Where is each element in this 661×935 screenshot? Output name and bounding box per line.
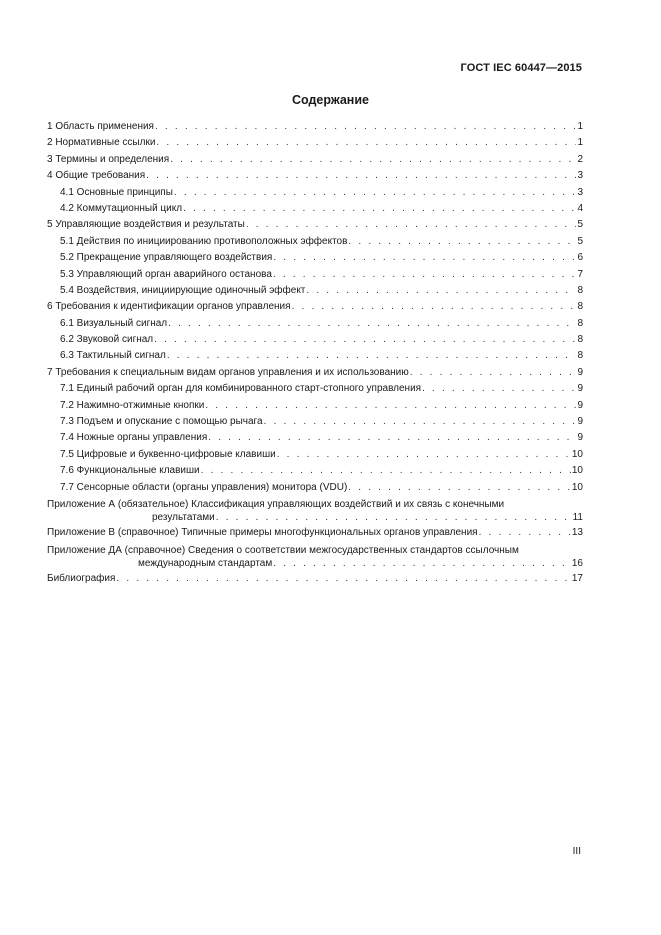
- toc-entry-label: 4.1 Основные принципы: [60, 186, 173, 198]
- toc-entry-page: 1: [577, 121, 583, 132]
- toc-entry-label: 6.2 Звуковой сигнал: [60, 334, 154, 346]
- toc-entry-bibliography[interactable]: [47, 571, 583, 587]
- toc-entry-label: 7 Требования к специальным видам органов управления и их использованию: [47, 366, 409, 378]
- toc-entry-page: 8: [577, 350, 583, 362]
- toc-entry-page: 2: [577, 153, 583, 165]
- toc-leader-dots: [348, 480, 571, 496]
- toc-entry-7-1[interactable]: [47, 381, 583, 397]
- toc-leader-dots: [277, 447, 571, 463]
- toc-entry-appendix-da[interactable]: [47, 544, 583, 570]
- toc-leader-dots: [216, 511, 572, 524]
- toc-entry-7-6[interactable]: [47, 463, 583, 479]
- standard-designation: ГОСТ IEC 60447—2015: [460, 62, 582, 74]
- toc-entry-label: 5.1 Действия по инициированию противоположных эффектов: [60, 235, 348, 247]
- toc-entry-5-2[interactable]: [47, 250, 583, 266]
- toc-leader-dots: [208, 430, 576, 446]
- toc-entry-page: 5: [577, 219, 583, 231]
- toc-entry-page: 17: [571, 573, 583, 585]
- toc-entry-label: Библиография: [47, 573, 116, 585]
- toc-entry-page: 10: [571, 481, 583, 493]
- toc-entry-7-5[interactable]: [47, 447, 583, 463]
- toc-entry-label: 7.1 Единый рабочий орган для комбинированного старт-стопного управления: [60, 383, 422, 395]
- toc-entry-7-2[interactable]: [47, 398, 583, 414]
- toc-entry-page: 16: [571, 557, 583, 569]
- toc-entry-label: 7.6 Функциональные клавиши: [60, 465, 200, 477]
- toc-entry-page: 8: [577, 284, 583, 296]
- toc-entry-label: 6 Требования к идентификации органов управления: [47, 301, 291, 313]
- toc-entry-5[interactable]: [47, 217, 583, 233]
- toc-leader-dots: [205, 398, 576, 414]
- toc-entry-2[interactable]: [47, 135, 583, 151]
- toc-entry-label: 6.3 Тактильный сигнал: [60, 350, 166, 362]
- toc-entry-5-3[interactable]: [47, 267, 583, 283]
- toc-entry-label-line1: Приложение ДА (справочное) Сведения о соответствии межгосударственных стандартов ссылочным: [47, 544, 519, 556]
- toc-entry-7[interactable]: [47, 365, 583, 381]
- toc-entry-page: 5: [577, 235, 583, 247]
- toc-entry-appendix-a[interactable]: [47, 498, 583, 524]
- toc-entry-label: 5 Управляющие воздействия и результаты: [47, 219, 245, 231]
- toc-entry-page: 7: [577, 268, 583, 280]
- toc-leader-dots: [167, 348, 577, 364]
- toc-entry-page: 11: [572, 511, 583, 523]
- toc-leader-dots: [174, 185, 577, 201]
- toc-leader-dots: [410, 365, 577, 381]
- toc-entry-page: 3: [577, 186, 583, 198]
- toc-leader-dots: [479, 525, 571, 541]
- toc-entry-label: 3 Термины и определения: [47, 153, 170, 165]
- toc-entry-appendix-b[interactable]: [47, 525, 583, 541]
- toc-entry-7-7[interactable]: [47, 480, 583, 496]
- toc-leader-dots: [170, 152, 576, 168]
- toc-entry-page: 8: [577, 317, 583, 329]
- page-number: III: [572, 846, 581, 857]
- toc-leader-dots: [155, 119, 576, 135]
- toc-entry-6-3[interactable]: [47, 348, 583, 364]
- toc-entry-6[interactable]: [47, 299, 583, 315]
- table-of-contents: [47, 119, 583, 588]
- toc-leader-dots: [292, 299, 577, 315]
- toc-entry-page: 3: [577, 170, 583, 182]
- toc-entry-label: 7.2 Нажимно-отжимные кнопки: [60, 399, 205, 411]
- toc-entry-page: 8: [577, 334, 583, 346]
- toc-leader-dots: [183, 201, 576, 217]
- toc-entry-label: 2 Нормативные ссылки: [47, 137, 156, 149]
- toc-entry-label: 5.3 Управляющий орган аварийного останова: [60, 268, 272, 280]
- toc-entry-page: 10: [571, 465, 583, 477]
- toc-entry-page: 10: [571, 448, 583, 460]
- toc-entry-label: 7.3 Подъем и опускание с помощью рычага: [60, 416, 263, 428]
- toc-leader-dots: [273, 267, 577, 283]
- toc-entry-page: 9: [577, 432, 583, 444]
- toc-entry-3[interactable]: [47, 152, 583, 168]
- toc-entry-label: 7.4 Ножные органы управления: [60, 432, 208, 444]
- toc-entry-4[interactable]: [47, 168, 583, 184]
- toc-entry-page: 8: [577, 301, 583, 313]
- toc-leader-dots: [156, 135, 576, 151]
- toc-entry-1[interactable]: [47, 119, 583, 135]
- toc-leader-dots: [116, 571, 570, 587]
- toc-leader-dots: [273, 250, 576, 266]
- toc-entry-label: Приложение В (справочное) Типичные примеры многофункциональных органов управления: [47, 527, 478, 539]
- toc-entry-label: 4.2 Коммутационный цикл: [60, 202, 183, 214]
- toc-entry-page: 13: [571, 527, 583, 539]
- toc-entry-label: 7.5 Цифровые и буквенно-цифровые клавиши: [60, 448, 276, 460]
- toc-entry-page: 6: [577, 252, 583, 264]
- toc-entry-label: 7.7 Сенсорные области (органы управления) монитора (VDU): [60, 481, 348, 493]
- toc-entry-5-1[interactable]: [47, 234, 583, 250]
- toc-entry-label: 5.2 Прекращение управляющего воздействия: [60, 252, 273, 264]
- toc-entry-page: 1: [577, 137, 583, 149]
- toc-leader-dots: [264, 414, 577, 430]
- toc-entry-7-4[interactable]: [47, 430, 583, 446]
- toc-entry-label: 1 Область применения: [47, 121, 154, 132]
- toc-entry-6-1[interactable]: [47, 316, 583, 332]
- toc-entry-label-line1: Приложение А (обязательное) Классификация управляющих воздействий и их связь с конечными: [47, 498, 505, 510]
- toc-entry-5-4[interactable]: [47, 283, 583, 299]
- toc-leader-dots: [348, 234, 576, 250]
- toc-leader-dots: [246, 217, 577, 233]
- toc-entry-page: 9: [577, 399, 583, 411]
- toc-leader-dots: [154, 332, 576, 348]
- toc-leader-dots: [168, 316, 576, 332]
- toc-entry-page: 4: [577, 202, 583, 214]
- toc-entry-page: 9: [577, 366, 583, 378]
- toc-entry-label-line2: международным стандартам: [138, 557, 273, 569]
- toc-entry-page: 9: [577, 383, 583, 395]
- toc-leader-dots: [306, 283, 576, 299]
- toc-entry-label-line2: результатами: [152, 511, 215, 523]
- toc-entry-7-3[interactable]: [47, 414, 583, 430]
- page-title: Содержание: [291, 93, 369, 107]
- toc-leader-dots: [146, 168, 576, 184]
- toc-entry-6-2[interactable]: [47, 332, 583, 348]
- toc-entry-page: 9: [577, 416, 583, 428]
- toc-leader-dots: [422, 381, 576, 397]
- toc-entry-label: 6.1 Визуальный сигнал: [60, 317, 168, 329]
- toc-leader-dots: [273, 557, 571, 570]
- toc-entry-4-2[interactable]: [47, 201, 583, 217]
- toc-entry-4-1[interactable]: [47, 185, 583, 201]
- toc-leader-dots: [201, 463, 571, 479]
- toc-entry-label: 4 Общие требования: [47, 170, 146, 182]
- toc-entry-label: 5.4 Воздействия, инициирующие одиночный эффект: [60, 284, 306, 296]
